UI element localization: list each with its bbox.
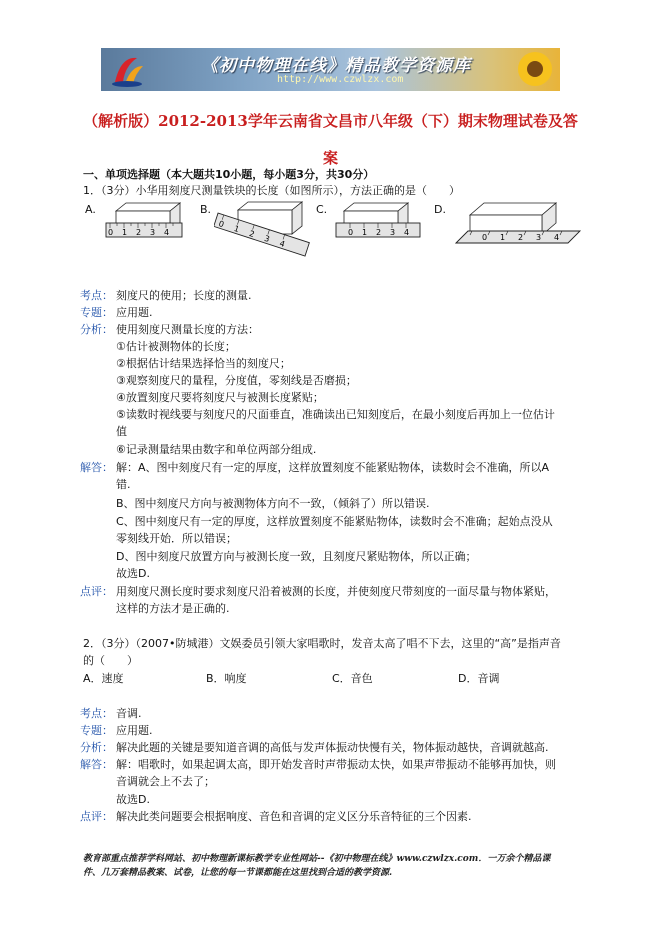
ruler-tick-label: 3 [536, 233, 542, 242]
q1-figure-b [214, 200, 314, 262]
q2-stem-line: 2．（3分）（2007•防城港）文娱委员引领大家唱歌时，发音太高了唱不下去，这里的“高”是指声音 [83, 637, 561, 650]
q1-figure-d [452, 201, 582, 247]
ruler-tick-label: 0 [108, 228, 114, 237]
q1-fenxi-label: 分析： [80, 323, 113, 336]
q1-fenxi-line: ④放置刻度尺要将刻度尺与被测长度紧贴； [116, 391, 324, 404]
q1-jieda-line: C、图中刻度尺有一定的厚度，这样放置刻度不能紧贴物体，读数时会不准确；起始点没从 [116, 515, 553, 528]
ruler-tick-label: 1 [500, 233, 506, 242]
q2-zhuanti: 应用题. [116, 724, 153, 737]
q2-option-a: A．速度 [83, 672, 124, 685]
page-title-line2: 案 [322, 149, 338, 167]
q1-option-c: C. [316, 203, 328, 216]
banner-title: 《初中物理在线》精品教学资源库 [201, 56, 471, 76]
q1-zhuanti: 应用题. [116, 306, 153, 319]
banner-url: http://www.czwlzx.com [277, 74, 404, 85]
q2-dianping-label: 点评： [80, 810, 113, 823]
footer-note [83, 852, 593, 880]
page-title [78, 103, 583, 177]
q1-fenxi-line: ⑤读数时视线要与刻度尺的尺面垂直，准确读出已知刻度后，在最小刻度后再加上一位估计 [116, 408, 555, 421]
q2-jieda-line: 故选D. [116, 793, 150, 806]
q1-fenxi-line: 值 [116, 425, 127, 438]
q2-option-c: C．音色 [332, 672, 373, 685]
ruler-tick-label: 1 [232, 223, 241, 235]
q1-figure-c [334, 201, 424, 247]
q1-kaodian: 刻度尺的使用；长度的测量. [116, 289, 252, 302]
q1-option-b: B. [200, 203, 212, 216]
q1-fenxi-line: ①估计被测物体的长度； [116, 340, 236, 353]
ruler-tick-label: 1 [362, 228, 368, 237]
section-heading: 一、单项选择题（本大题共10小题，每小题3分，共30分） [83, 168, 375, 181]
q1-fenxi-line: ⑥记录测量结果由数字和单位两部分组成. [116, 443, 317, 456]
q2-dianping: 解决此类问题要会根据响度、音色和音调的定义区分乐音特征的三个因素. [116, 810, 472, 823]
site-logo-icon [107, 52, 147, 88]
ruler-tick-label: 2 [376, 228, 382, 237]
ruler-tick-label: 2 [247, 228, 256, 240]
q2-jieda-label: 解答： [80, 758, 113, 771]
q1-option-a: A. [85, 203, 96, 216]
ruler-tick-label: 2 [136, 228, 142, 237]
page-title-line1: （解析版）2012-2013学年云南省文昌市八年级（下）期末物理试卷及答 [83, 112, 578, 130]
footer-line: 教育部重点推荐学科网站、初中物理新课标教学专业性网站--《初中物理在线》www.czwlzx.com．一万余个精品课 [83, 854, 551, 864]
q2-fenxi: 解决此题的关键是要知道音调的高低与发声体振动快慢有关，物体振动越快，音调就越高. [116, 741, 549, 754]
q1-jieda-line: B、图中刻度尺方向与被测物体方向不一致，（倾斜了）所以错误. [116, 497, 430, 510]
q1-jieda-line: 错. [116, 478, 131, 491]
ruler-tick-label: 0 [217, 219, 226, 230]
q1-dianping-line: 用刻度尺测长度时要求刻度尺沿着被测的长度，并使刻度尺带刻度的一面尽量与物体紧贴， [116, 585, 556, 598]
q1-zhuanti-label: 专题： [80, 306, 113, 319]
footer-line: 件、几万套精品教案、试卷，让您的每一节课都能在这里找到合适的教学资源. [83, 868, 393, 878]
ruler-tick-label: 2 [518, 233, 524, 242]
q1-option-d: D. [434, 203, 446, 216]
ruler-tick-label: 4 [278, 238, 287, 249]
q2-kaodian: 音调. [116, 707, 142, 720]
q1-jieda-line: D、图中刻度尺放置方向与被测长度一致，且刻度尺紧贴物体，所以正确； [116, 550, 477, 563]
q2-option-b: B．响度 [206, 672, 247, 685]
q1-fenxi-line: 使用刻度尺测量长度的方法： [116, 323, 259, 336]
ruler-tick-label: 0 [482, 233, 488, 242]
q1-fenxi-line: ③观察刻度尺的量程，分度值，零刻线是否磨损； [116, 374, 357, 387]
q1-dianping-line: 这样的方法才是正确的. [116, 602, 230, 615]
ruler-tick-label: 3 [390, 228, 396, 237]
ruler-tick-label: 1 [122, 228, 128, 237]
sunflower-icon [516, 50, 554, 88]
header-banner [101, 48, 560, 91]
ruler-tick-label: 4 [164, 228, 170, 237]
q2-jieda-line: 音调就会上不去了； [116, 775, 215, 788]
ruler-tick-label: 3 [150, 228, 156, 237]
q1-stem: 1．（3分）小华用刻度尺测量铁块的长度（如图所示），方法正确的是（ ） [83, 184, 460, 197]
q1-jieda-label: 解答： [80, 461, 113, 474]
q2-jieda-line: 解：唱歌时，如果起调太高，即开始发音时声带振动太快，如果声带振动不能够再加快，则 [116, 758, 556, 771]
q1-figure-a [102, 201, 186, 247]
q2-kaodian-label: 考点： [80, 707, 113, 720]
q1-jieda-line: 零刻线开始．所以错误； [116, 532, 237, 545]
q2-stem-line: 的（ ） [83, 654, 138, 667]
q1-jieda-line: 解：A、图中刻度尺有一定的厚度，这样放置刻度不能紧贴物体，读数时会不准确，所以A [116, 461, 550, 474]
ruler-tick-label: 3 [263, 233, 271, 245]
ruler-tick-label: 4 [404, 228, 410, 237]
q2-fenxi-label: 分析： [80, 741, 113, 754]
q2-zhuanti-label: 专题： [80, 724, 113, 737]
q1-kaodian-label: 考点： [80, 289, 113, 302]
q2-option-d: D．音调 [458, 672, 500, 685]
q1-fenxi-line: ②根据估计结果选择恰当的刻度尺； [116, 357, 291, 370]
ruler-tick-label: 0 [348, 228, 354, 237]
q1-dianping-label: 点评： [80, 585, 113, 598]
q1-jieda-line: 故选D. [116, 567, 150, 580]
ruler-tick-label: 4 [554, 233, 560, 242]
